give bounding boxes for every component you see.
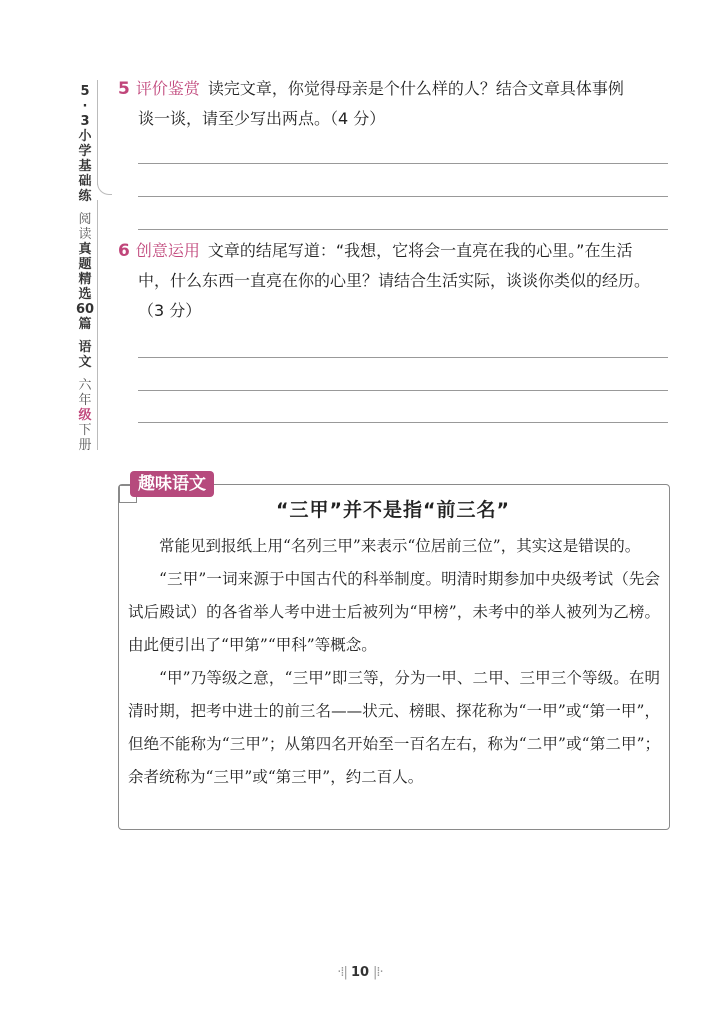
fun-chinese-tag: 趣味语文 bbox=[130, 471, 214, 497]
spine-char: 语 bbox=[78, 340, 92, 355]
spine-char: 阅 bbox=[78, 212, 92, 227]
page-number-text: 10 bbox=[350, 965, 370, 980]
answer-line[interactable] bbox=[138, 390, 668, 391]
spine-char: · bbox=[82, 99, 88, 114]
page-ornament-right-icon: |⁞· bbox=[373, 965, 383, 980]
spine-char: 选 bbox=[78, 287, 92, 302]
answer-line[interactable] bbox=[138, 422, 668, 423]
spine-char: 础 bbox=[78, 174, 92, 189]
spine-char: 题 bbox=[78, 257, 92, 272]
spine-char: 学 bbox=[78, 144, 92, 159]
question-score: （3 分） bbox=[138, 301, 202, 320]
page-ornament-left-icon: ·⁞| bbox=[337, 965, 347, 980]
spine-brand bbox=[78, 84, 91, 204]
spine-char: 年 bbox=[78, 393, 92, 408]
answer-line[interactable] bbox=[138, 229, 668, 230]
spine-char: 3 bbox=[80, 114, 90, 129]
spine-subject bbox=[78, 340, 91, 370]
answer-line[interactable] bbox=[138, 163, 668, 164]
question-text: 读完文章，你觉得母亲是个什么样的人？结合文章具体事例 bbox=[207, 79, 624, 98]
spine-char: 文 bbox=[78, 355, 92, 370]
question-6 bbox=[118, 236, 673, 326]
answer-line[interactable] bbox=[138, 357, 668, 358]
question-text: 谈一谈，请至少写出两点。（4 分） bbox=[138, 109, 386, 128]
spine-char: 小 bbox=[78, 129, 92, 144]
spine-char: 基 bbox=[78, 159, 92, 174]
spine-char: 60 bbox=[75, 302, 95, 317]
question-number: 6 bbox=[118, 241, 130, 261]
question-5 bbox=[118, 74, 673, 134]
question-tag: 评价鉴赏 bbox=[135, 79, 200, 98]
fun-paragraph: “甲”乃等级之意，“三甲”即三等，分为一甲、二甲、三甲三个等级。在明清时期，把考中进士的前三名——状元、榜眼、探花称为“一甲”或“第一甲”，但绝不能称为“三甲”；从第四名开始至一百名左右，称为“二甲”或“第二甲”；余者统称为“三甲”或“第三甲”，约二百人。 bbox=[128, 669, 660, 786]
fun-paragraph: 常能见到报纸上用“名列三甲”来表示“位居前三位”，其实这是错误的。 bbox=[159, 537, 641, 555]
fun-chinese-body bbox=[128, 530, 660, 794]
spine-char: 真 bbox=[78, 242, 92, 257]
book-spine bbox=[70, 84, 100, 453]
spine-char: 下 bbox=[78, 423, 92, 438]
fun-paragraph: “三甲”一词来源于中国古代的科举制度。明清时期参加中央级考试（先会试后殿试）的各省举人考中进士后被列为“甲榜”，未考中的举人被列为乙榜。由此便引出了“甲第”“甲科”等概念。 bbox=[128, 570, 660, 654]
answer-line[interactable] bbox=[138, 196, 668, 197]
fun-chinese-title: “三甲”并不是指“前三名” bbox=[276, 499, 510, 521]
spine-char: 六 bbox=[78, 378, 92, 393]
spine-series bbox=[76, 212, 94, 332]
spine-grade bbox=[78, 378, 91, 453]
question-number: 5 bbox=[118, 79, 130, 99]
spine-char: 读 bbox=[78, 227, 92, 242]
question-text: 中，什么东西一直亮在你的心里？请结合生活实际，谈谈你类似的经历。 bbox=[138, 271, 651, 290]
spine-char: 册 bbox=[78, 438, 92, 453]
spine-char: 5 bbox=[80, 84, 90, 99]
spine-char: 级 bbox=[78, 408, 92, 423]
spine-char: 篇 bbox=[78, 317, 92, 332]
spine-char: 精 bbox=[78, 272, 92, 287]
question-tag: 创意运用 bbox=[135, 241, 200, 260]
page-number bbox=[0, 965, 720, 980]
question-text: 文章的结尾写道：“我想，它将会一直亮在我的心里。”在生活 bbox=[207, 241, 633, 260]
spine-char: 练 bbox=[78, 189, 92, 204]
